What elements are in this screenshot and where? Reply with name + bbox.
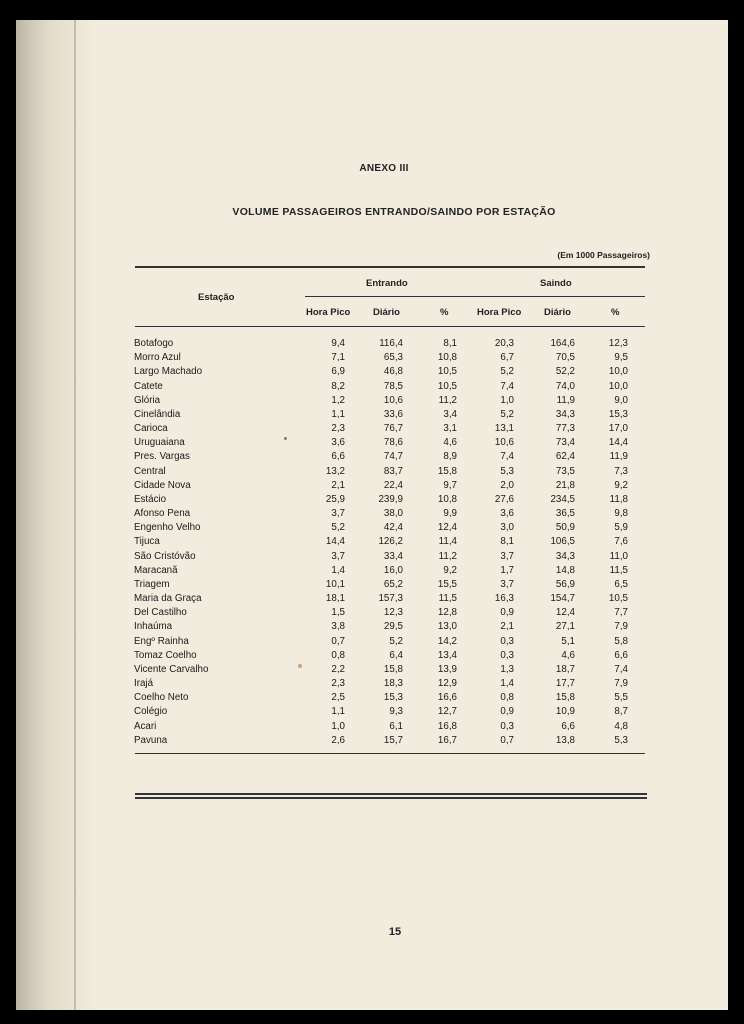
- table-cell-in-peak: 0,8: [331, 649, 345, 661]
- table-cell-station: Carioca: [134, 423, 168, 435]
- in-peak-header: Hora Pico: [306, 307, 351, 318]
- table-cell-out-daily: 70,5: [555, 352, 575, 364]
- entering-header: Entrando: [366, 278, 408, 289]
- table-cell-out-peak: 3,6: [500, 508, 514, 520]
- table-cell-out-pct: 6,5: [614, 578, 628, 590]
- table-cell-out-daily: 27,1: [555, 621, 575, 633]
- table-cell-in-pct: 12,8: [437, 607, 457, 619]
- table-cell-in-pct: 9,2: [443, 564, 457, 576]
- table-cell-out-daily: 62,4: [555, 451, 575, 463]
- table-cell-out-peak: 5,2: [500, 366, 514, 378]
- table-cell-out-pct: 8,7: [614, 706, 628, 718]
- table-cell-out-peak: 2,0: [500, 479, 514, 491]
- table-cell-station: Cinelândia: [134, 408, 181, 420]
- table-cell-in-daily: 9,3: [389, 706, 403, 718]
- table-cell-in-peak: 6,6: [331, 451, 345, 463]
- table-cell-out-pct: 17,0: [608, 423, 628, 435]
- table-cell-in-pct: 16,8: [437, 720, 457, 732]
- table-cell-out-pct: 10,0: [608, 366, 628, 378]
- unit-note: (Em 1000 Passageiros): [557, 250, 650, 260]
- table-cell-out-daily: 56,9: [555, 578, 575, 590]
- table-cell-in-peak: 10,1: [325, 578, 345, 590]
- table-cell-in-pct: 15,8: [437, 465, 457, 477]
- table-cell-station: Pres. Vargas: [134, 451, 190, 463]
- table-cell-out-pct: 5,9: [614, 522, 628, 534]
- in-daily-column: [360, 337, 403, 748]
- table-cell-out-pct: 5,3: [614, 734, 628, 746]
- table-cell-out-pct: 5,8: [614, 635, 628, 647]
- table-cell-station: Catete: [134, 380, 163, 392]
- table-cell-out-peak: 3,7: [500, 550, 514, 562]
- table-cell-out-pct: 11,0: [609, 550, 628, 562]
- table-cell-in-daily: 16,0: [383, 564, 403, 576]
- table-cell-out-peak: 16,3: [494, 593, 514, 605]
- table-cell-in-daily: 38,0: [383, 508, 403, 520]
- in-percent-column: [420, 337, 457, 748]
- table-cell-station: Irajá: [134, 678, 154, 690]
- table-cell-out-pct: 10,0: [608, 380, 628, 392]
- table-cell-out-peak: 2,1: [500, 621, 514, 633]
- out-percent-header: %: [611, 307, 620, 318]
- table-cell-in-peak: 1,0: [331, 720, 345, 732]
- table-cell-in-peak: 2,2: [331, 663, 345, 675]
- table-cell-out-daily: 74,0: [555, 380, 575, 392]
- table-cell-in-peak: 2,5: [331, 692, 345, 704]
- table-cell-in-daily: 6,1: [389, 720, 403, 732]
- table-cell-out-daily: 154,7: [550, 593, 575, 605]
- table-cell-station: Largo Machado: [134, 366, 203, 378]
- table-cell-out-pct: 7,9: [614, 621, 628, 633]
- table-cell-out-pct: 9,8: [614, 508, 628, 520]
- table-cell-out-daily: 15,8: [555, 692, 575, 704]
- table-cell-out-pct: 6,6: [614, 649, 628, 661]
- table-cell-out-pct: 15,3: [608, 408, 628, 420]
- table-cell-in-pct: 8,1: [443, 338, 457, 349]
- table-cell-in-daily: 5,2: [389, 635, 403, 647]
- table-cell-out-pct: 9,0: [614, 394, 628, 406]
- table-cell-station: Afonso Pena: [134, 508, 191, 520]
- table-cell-in-daily: 10,6: [383, 394, 403, 406]
- table-cell-in-peak: 3,8: [331, 621, 345, 633]
- table-cell-out-peak: 1,0: [500, 394, 514, 406]
- table-cell-out-peak: 0,7: [500, 734, 514, 746]
- header-divider-rule: [305, 296, 645, 297]
- table-bottom-rule: [135, 753, 645, 754]
- table-cell-in-pct: 13,0: [437, 621, 457, 633]
- page-number: 15: [388, 926, 402, 938]
- table-cell-in-daily: 33,4: [383, 550, 403, 562]
- table-cell-station: Maria da Graça: [134, 593, 202, 605]
- table-cell-in-peak: 14,4: [325, 536, 345, 548]
- table-cell-in-pct: 4,6: [443, 437, 457, 449]
- table-cell-in-peak: 3,6: [331, 437, 345, 449]
- table-cell-in-peak: 25,9: [325, 493, 345, 505]
- table-cell-in-peak: 1,1: [331, 408, 345, 420]
- table-cell-out-daily: 17,7: [555, 678, 575, 690]
- table-cell-in-pct: 10,8: [437, 493, 457, 505]
- table-cell-in-daily: 22,4: [383, 479, 403, 491]
- table-cell-in-pct: 11,4: [438, 536, 457, 548]
- out-peak-column: [470, 337, 514, 748]
- table-cell-out-daily: 6,6: [561, 720, 575, 732]
- table-cell-out-peak: 0,3: [500, 635, 514, 647]
- table-cell-in-daily: 116,4: [379, 338, 403, 349]
- table-cell-in-daily: 18,3: [383, 678, 403, 690]
- table-cell-in-peak: 18,1: [325, 593, 345, 605]
- table-cell-out-daily: 18,7: [555, 663, 575, 675]
- table-cell-station: Tijuca: [134, 536, 160, 548]
- table-cell-in-pct: 11,2: [438, 550, 457, 562]
- table-cell-in-peak: 6,9: [331, 366, 345, 378]
- table-cell-in-pct: 8,9: [443, 451, 457, 463]
- ink-speck: [284, 437, 287, 440]
- table-cell-in-daily: 78,6: [383, 437, 403, 449]
- table-cell-in-daily: 65,3: [383, 352, 403, 364]
- table-cell-in-daily: 33,6: [383, 408, 403, 420]
- table-cell-station: Del Castilho: [134, 607, 187, 619]
- table-cell-in-pct: 9,9: [443, 508, 457, 520]
- table-cell-in-pct: 13,9: [437, 663, 457, 675]
- table-cell-in-daily: 6,4: [389, 649, 403, 661]
- table-cell-out-peak: 20,3: [494, 338, 514, 349]
- table-cell-out-peak: 0,9: [500, 706, 514, 718]
- table-cell-in-peak: 0,7: [331, 635, 345, 647]
- out-daily-header: Diário: [544, 307, 571, 318]
- table-cell-in-peak: 13,2: [325, 465, 345, 477]
- table-cell-in-peak: 2,1: [331, 479, 345, 491]
- table-cell-out-daily: 14,8: [555, 564, 575, 576]
- table-cell-out-peak: 1,3: [500, 663, 514, 675]
- table-cell-in-pct: 10,5: [437, 366, 457, 378]
- out-peak-header: Hora Pico: [477, 307, 522, 318]
- table-cell-out-daily: 34,3: [555, 550, 575, 562]
- out-daily-column: [530, 337, 575, 748]
- table-cell-out-daily: 10,9: [555, 706, 575, 718]
- table-cell-out-pct: 11,8: [609, 493, 628, 505]
- table-cell-in-peak: 2,3: [331, 678, 345, 690]
- ink-speck: [298, 664, 302, 668]
- table-cell-in-peak: 7,1: [331, 352, 345, 364]
- table-cell-station: Maracanã: [134, 564, 178, 576]
- table-cell-in-daily: 29,5: [383, 621, 403, 633]
- table-cell-in-peak: 2,6: [331, 734, 345, 746]
- table-cell-out-daily: 77,3: [555, 423, 575, 435]
- table-cell-station: Botafogo: [134, 338, 174, 349]
- table-cell-in-daily: 15,7: [383, 734, 403, 746]
- table-cell-out-daily: 234,5: [550, 493, 575, 505]
- table-cell-out-daily: 34,3: [555, 408, 575, 420]
- header-bottom-rule: [135, 326, 645, 327]
- table-cell-station: Cidade Nova: [134, 479, 191, 491]
- table-cell-in-pct: 10,8: [437, 352, 457, 364]
- table-cell-in-peak: 1,5: [331, 607, 345, 619]
- table-cell-in-pct: 11,5: [438, 593, 457, 605]
- table-cell-out-daily: 164,6: [550, 338, 575, 349]
- table-cell-out-pct: 12,3: [608, 338, 628, 349]
- table-cell-in-pct: 12,4: [437, 522, 457, 534]
- table-cell-station: Engº Rainha: [134, 635, 189, 647]
- table-cell-station: Glória: [134, 394, 161, 406]
- table-cell-station: Morro Azul: [134, 352, 181, 364]
- table-cell-out-peak: 6,7: [500, 352, 514, 364]
- station-column: [134, 337, 294, 748]
- table-cell-in-pct: 16,6: [437, 692, 457, 704]
- table-cell-in-daily: 42,4: [383, 522, 403, 534]
- table-cell-out-daily: 73,5: [555, 465, 575, 477]
- table-cell-out-pct: 14,4: [608, 437, 628, 449]
- table-cell-out-daily: 36,5: [555, 508, 575, 520]
- table-cell-in-daily: 76,7: [383, 423, 403, 435]
- table-cell-out-pct: 7,9: [614, 678, 628, 690]
- table-cell-out-pct: 5,5: [614, 692, 628, 704]
- table-cell-out-pct: 7,4: [614, 663, 628, 675]
- table-cell-station: Engenho Velho: [134, 522, 201, 534]
- table-cell-station: Colégio: [134, 706, 168, 718]
- table-cell-in-pct: 12,9: [437, 678, 457, 690]
- table-cell-in-peak: 3,7: [331, 508, 345, 520]
- station-header: Estação: [198, 292, 235, 303]
- table-cell-in-daily: 15,8: [383, 663, 403, 675]
- table-cell-station: Central: [134, 465, 166, 477]
- table-cell-out-daily: 13,8: [555, 734, 575, 746]
- table-title: VOLUME PASSAGEIROS ENTRANDO/SAINDO POR ESTAÇÃO: [232, 206, 556, 218]
- table-cell-out-peak: 0,3: [500, 649, 514, 661]
- table-cell-station: Tomaz Coelho: [134, 649, 197, 661]
- table-cell-in-peak: 9,4: [331, 338, 345, 349]
- table-cell-in-daily: 239,9: [378, 493, 403, 505]
- table-cell-in-pct: 12,7: [437, 706, 457, 718]
- table-cell-in-peak: 1,1: [331, 706, 345, 718]
- table-cell-in-daily: 83,7: [383, 465, 403, 477]
- table-cell-in-pct: 11,2: [438, 394, 457, 406]
- table-cell-in-daily: 74,7: [383, 451, 403, 463]
- table-cell-station: Coelho Neto: [134, 692, 189, 704]
- table-cell-out-pct: 11,5: [609, 564, 628, 576]
- table-cell-out-peak: 3,7: [500, 578, 514, 590]
- table-cell-in-pct: 3,1: [443, 423, 457, 435]
- table-cell-out-peak: 7,4: [500, 380, 514, 392]
- table-cell-out-peak: 5,3: [500, 465, 514, 477]
- table-cell-out-peak: 1,4: [500, 678, 514, 690]
- table-cell-out-peak: 3,0: [500, 522, 514, 534]
- table-cell-in-pct: 16,7: [437, 734, 457, 746]
- table-cell-in-daily: 157,3: [378, 593, 403, 605]
- table-cell-out-daily: 52,2: [555, 366, 575, 378]
- table-cell-out-daily: 21,8: [555, 479, 575, 491]
- in-daily-header: Diário: [373, 307, 400, 318]
- table-cell-out-peak: 10,6: [494, 437, 514, 449]
- table-cell-station: Vicente Carvalho: [134, 663, 209, 675]
- table-cell-out-pct: 10,5: [608, 593, 628, 605]
- table-cell-in-daily: 78,5: [383, 380, 403, 392]
- in-peak-column: [300, 337, 345, 748]
- table-cell-station: Acari: [134, 720, 157, 732]
- table-cell-out-daily: 4,6: [561, 649, 575, 661]
- table-cell-station: Estácio: [134, 493, 167, 505]
- table-cell-out-daily: 5,1: [561, 635, 575, 647]
- table-cell-out-daily: 11,9: [556, 394, 575, 406]
- table-cell-in-pct: 3,4: [443, 408, 457, 420]
- table-cell-in-pct: 13,4: [437, 649, 457, 661]
- table-cell-out-pct: 7,3: [614, 465, 628, 477]
- table-cell-in-peak: 1,2: [331, 394, 345, 406]
- table-cell-out-peak: 5,2: [500, 408, 514, 420]
- table-cell-out-peak: 0,9: [500, 607, 514, 619]
- table-cell-in-pct: 9,7: [443, 479, 457, 491]
- table-cell-in-daily: 46,8: [383, 366, 403, 378]
- table-cell-in-daily: 126,2: [378, 536, 403, 548]
- table-cell-station: São Cristóvão: [134, 550, 196, 562]
- table-cell-out-peak: 7,4: [500, 451, 514, 463]
- table-cell-in-daily: 12,3: [383, 607, 403, 619]
- table-cell-in-peak: 8,2: [331, 380, 345, 392]
- table-cell-in-peak: 3,7: [331, 550, 345, 562]
- table-cell-out-pct: 4,8: [614, 720, 628, 732]
- out-percent-column: [590, 337, 628, 748]
- table-cell-out-pct: 9,5: [614, 352, 628, 364]
- table-cell-station: Triagem: [134, 578, 170, 590]
- table-cell-out-daily: 12,4: [555, 607, 575, 619]
- table-cell-in-daily: 65,2: [383, 578, 403, 590]
- table-cell-out-peak: 13,1: [494, 423, 514, 435]
- table-cell-station: Pavuna: [134, 734, 168, 746]
- table-top-rule: [135, 266, 645, 268]
- table-cell-out-peak: 8,1: [500, 536, 514, 548]
- table-cell-in-pct: 10,5: [437, 380, 457, 392]
- table-cell-out-peak: 0,3: [500, 720, 514, 732]
- table-cell-out-peak: 27,6: [494, 493, 514, 505]
- annex-title: ANEXO III: [359, 163, 409, 174]
- table-cell-station: Inhaúma: [134, 621, 173, 633]
- table-cell-out-pct: 9,2: [614, 479, 628, 491]
- table-cell-in-daily: 15,3: [383, 692, 403, 704]
- table-cell-out-pct: 11,9: [609, 451, 628, 463]
- table-cell-out-pct: 7,7: [614, 607, 628, 619]
- in-percent-header: %: [440, 307, 449, 318]
- table-cell-in-peak: 1,4: [331, 564, 345, 576]
- table-cell-out-daily: 73,4: [555, 437, 575, 449]
- table-cell-out-peak: 0,8: [500, 692, 514, 704]
- table-cell-out-daily: 50,9: [555, 522, 575, 534]
- table-cell-station: Uruguaiana: [134, 437, 185, 449]
- table-cell-out-peak: 1,7: [500, 564, 514, 576]
- table-cell-out-pct: 7,6: [614, 536, 628, 548]
- footer-rule-1: [135, 793, 647, 795]
- leaving-header: Saindo: [540, 278, 572, 289]
- table-cell-in-peak: 5,2: [331, 522, 345, 534]
- footer-rule-2: [135, 797, 647, 799]
- table-cell-in-pct: 14,2: [437, 635, 457, 647]
- table-cell-out-daily: 106,5: [550, 536, 575, 548]
- table-cell-in-pct: 15,5: [437, 578, 457, 590]
- table-cell-in-peak: 2,3: [331, 423, 345, 435]
